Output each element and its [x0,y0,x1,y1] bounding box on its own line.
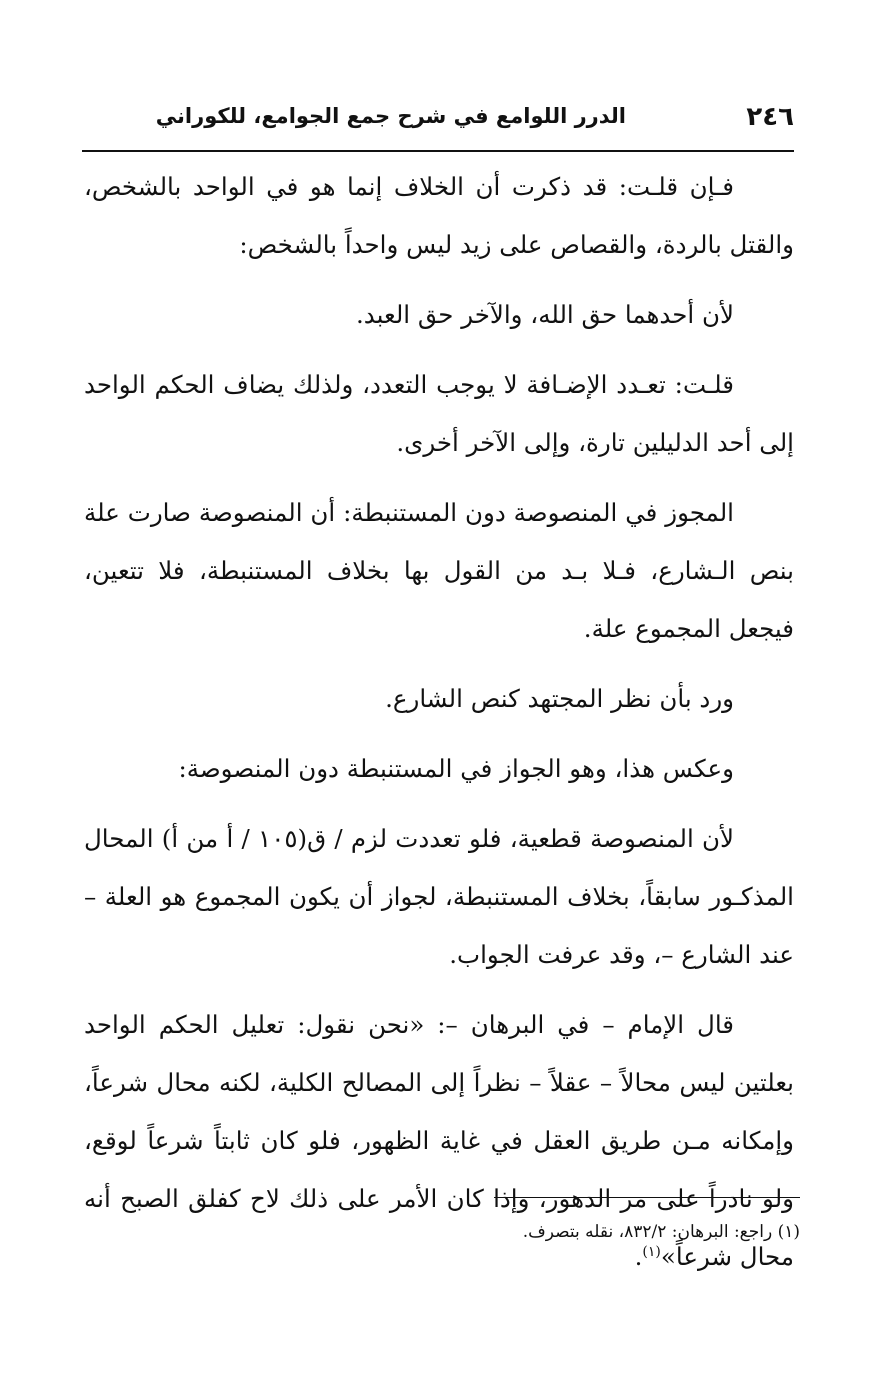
paragraph-imam-quote [84,996,794,1286]
closing-punctuation: . [634,1242,643,1271]
imam-quote-text: قال الإمام – في البرهان –: «نحن نقول: تعليل الحكم الواحد بعلتين ليس محالاً – عقلاً – نظراً إلى المصالح الكلية، لكنه محال شرعاً، وإمكانه مـن طريق العقل في غاية الظهور، فلو كان ثابتاً شرعاً لوقع، ولو نادراً على مر الدهور، وإذا كان الأمر على ذلك لاح كفلق الصبح أنه محال شرعاً» [84,1010,794,1271]
paragraph-permitting-view: المجوز في المنصوصة دون المستنبطة: أن المنصوصة صارت علة بنص الـشارع، فـلا بـد من القول بها بخلاف المستنبطة، فلا تتعين، فيجعل المجموع علة. [84,498,794,643]
page-header [82,100,794,148]
paragraph-converse-view: وعكس هذا، وهو الجواز في المستنبطة دون المنصوصة: [178,754,734,783]
header-rule [82,150,794,152]
footnote-reference[interactable]: (١) [642,1243,661,1260]
running-title: الدرر اللوامع في شرح جمع الجوامع، للكوراني [155,104,626,128]
body-text [84,158,794,1298]
page-number: ٢٤٦ [746,102,794,132]
footnote: (١) راجع: البرهان: ٨٣٢/٢، نقله بتصرف. [522,1222,800,1242]
paragraph-rebuttal: ورد بأن نظر المجتهد كنص الشارع. [385,684,734,713]
paragraph-objection-reason: لأن أحدهما حق الله، والآخر حق العبد. [355,300,734,329]
paragraph-objection: فـإن قلـت: قد ذكرت أن الخلاف إنما هو في الواحد بالشخص، والقتل بالردة، والقصاص على زيد ليس واحداً بالشخص: [84,172,794,259]
footnote-separator [494,1197,800,1198]
paragraph-converse-reason: لأن المنصوصة قطعية، فلو تعددت لزم / ق(١٠٥ / أ من أ) المحال المذكـور سابقاً، بخلاف المستنبطة، لجواز أن يكون المجموع هو العلة – عند الشارع –، وقد عرفت الجواب. [84,824,794,969]
paragraph-reply: قلـت: تعـدد الإضـافة لا يوجب التعدد، ولذلك يضاف الحكم الواحد إلى أحد الدليلين تارة، وإلى الآخر أخرى. [84,370,794,457]
